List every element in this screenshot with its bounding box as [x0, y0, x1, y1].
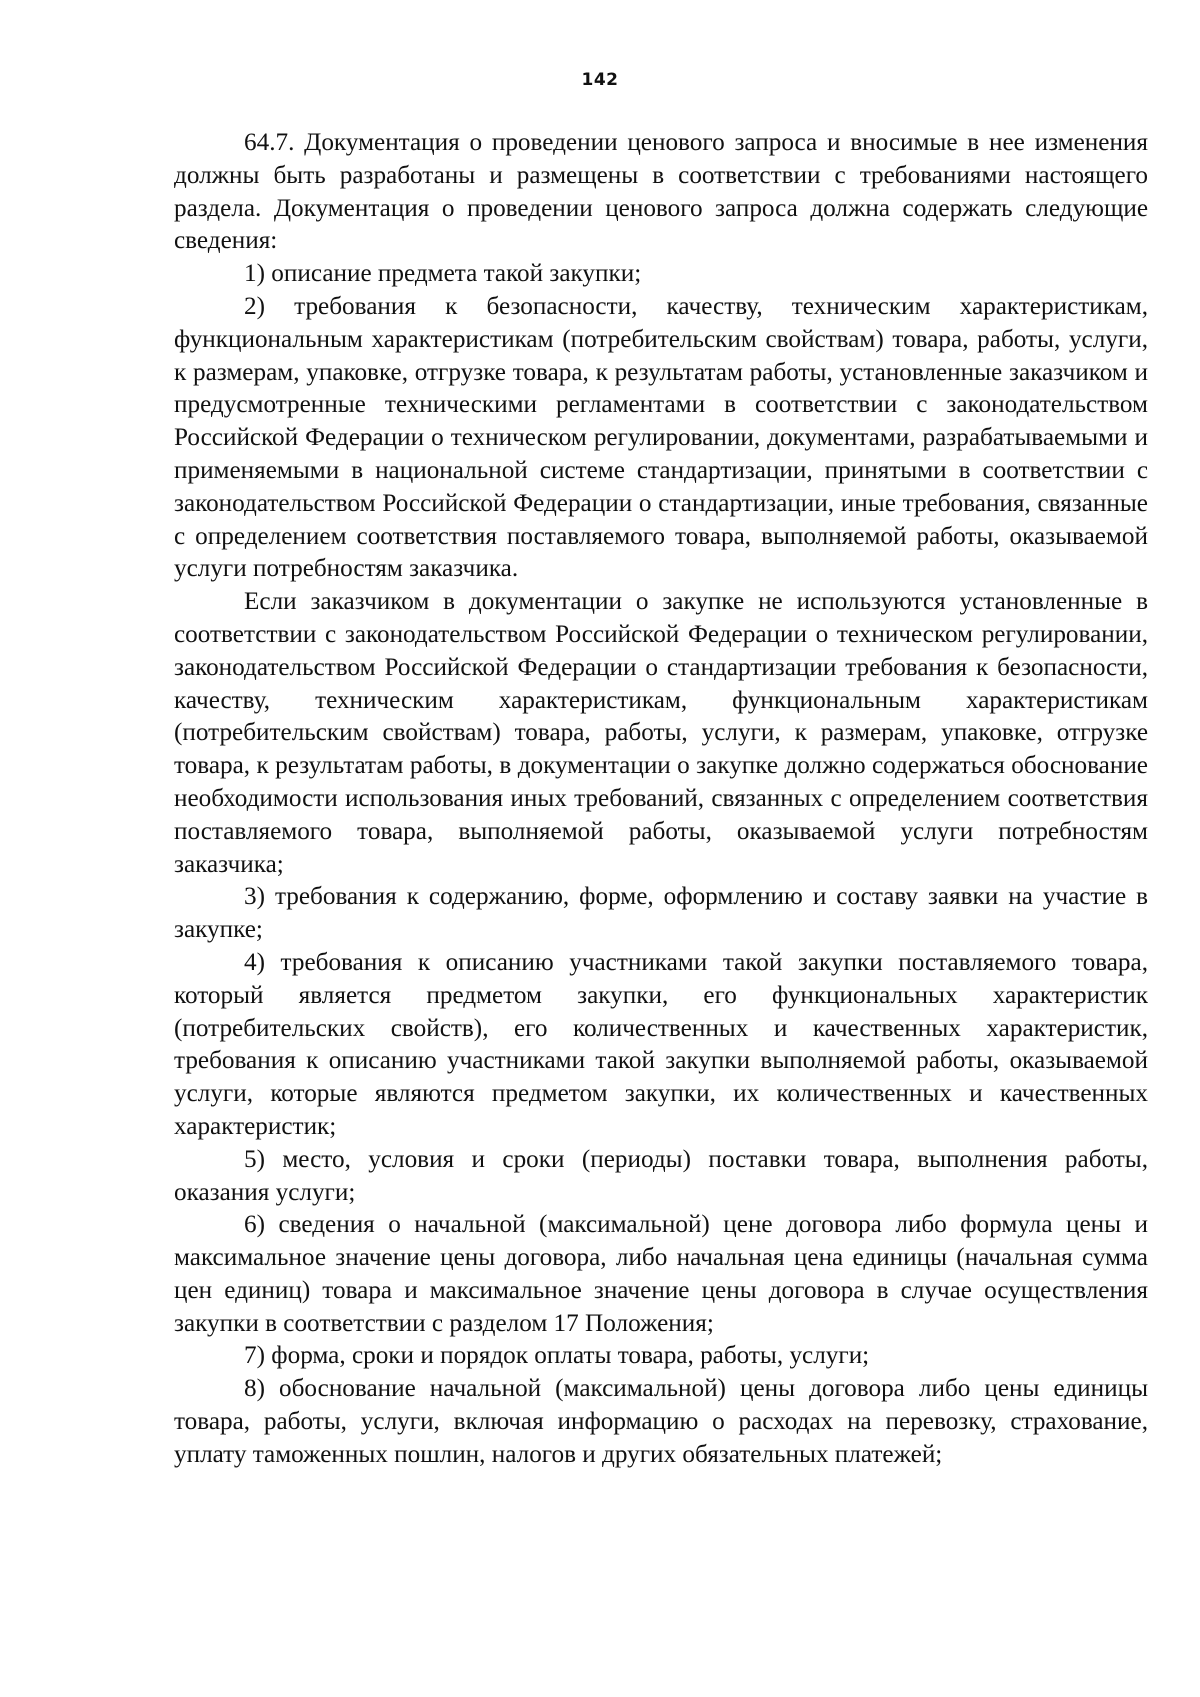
list-item-1: 1) описание предмета такой закупки;: [244, 260, 642, 288]
page-number: 142: [581, 70, 619, 90]
list-item-4: 4) требования к описанию участниками такой закупки поставляемого товара, который является предметом закупки, его функциональных характеристик (потребительских свойств), его количественных и качественных характеристик, требования к описанию участниками такой закупки выполняемой работы, оказываемой услуги, которые являются предметом закупки, их количественных и качественных характеристик;: [174, 948, 1148, 1140]
document-text: [174, 127, 1148, 1472]
list-item-3: 3) требования к содержанию, форме, оформлению и составу заявки на участие в закупке;: [174, 883, 1148, 944]
list-item-7: 7) форма, сроки и порядок оплаты товара, работы, услуги;: [244, 1342, 870, 1370]
paragraph-64-7: 64.7. Документация о проведении ценового запроса и вносимые в нее изменения должны быть разработаны и размещены в соответствии с требованиями настоящего раздела. Документация о проведении ценового запроса должна содержать следующие сведения:: [174, 129, 1148, 255]
list-item-8: 8) обоснование начальной (максимальной) цены договора либо цены единицы товара, работы, услуги, включая информацию о расходах на перевозку, страхование, уплату таможенных пошлин, налогов и других обязательных платежей;: [174, 1375, 1148, 1468]
paragraph-if-customer: Если заказчиком в документации о закупке не используются установленные в соответствии с законодательством Российской Федерации о техническом регулировании, законодательством Российской Федерации о стандартизации требования к безопасности, качеству, техническим характеристикам, функциональным характеристикам (потребительским свойствам) товара, работы, услуги, к размерам, упаковке, отгрузке товара, к результатам работы, в документации о закупке должно содержаться обоснование необходимости использования иных требований, связанных с определением соответствия поставляемого товара, выполняемой работы, оказываемой услуги потребностям заказчика;: [174, 588, 1148, 878]
list-item-6: 6) сведения о начальной (максимальной) цене договора либо формула цены и максимальное значение цены договора, либо начальная цена единицы (начальная сумма цен единиц) товара и максимальное значение цены договора в случае осуществления закупки в соответствии с разделом 17 Положения;: [174, 1211, 1148, 1337]
list-item-2: 2) требования к безопасности, качеству, техническим характеристикам, функциональным характеристикам (потребительским свойствам) товара, работы, услуги, к размерам, упаковке, отгрузке товара, к результатам работы, установленные заказчиком и предусмотренные техническими регламентами в соответствии с законодательством Российской Федерации о техническом регулировании, документами, разрабатываемыми и применяемыми в национальной системе стандартизации, принятыми в соответствии с законодательством Российской Федерации о стандартизации, иные требования, связанные с определением соответствия поставляемого товара, выполняемой работы, оказываемой услуги потребностям заказчика.: [174, 292, 1148, 583]
list-item-5: 5) место, условия и сроки (периоды) поставки товара, выполнения работы, оказания услуги;: [174, 1145, 1148, 1206]
